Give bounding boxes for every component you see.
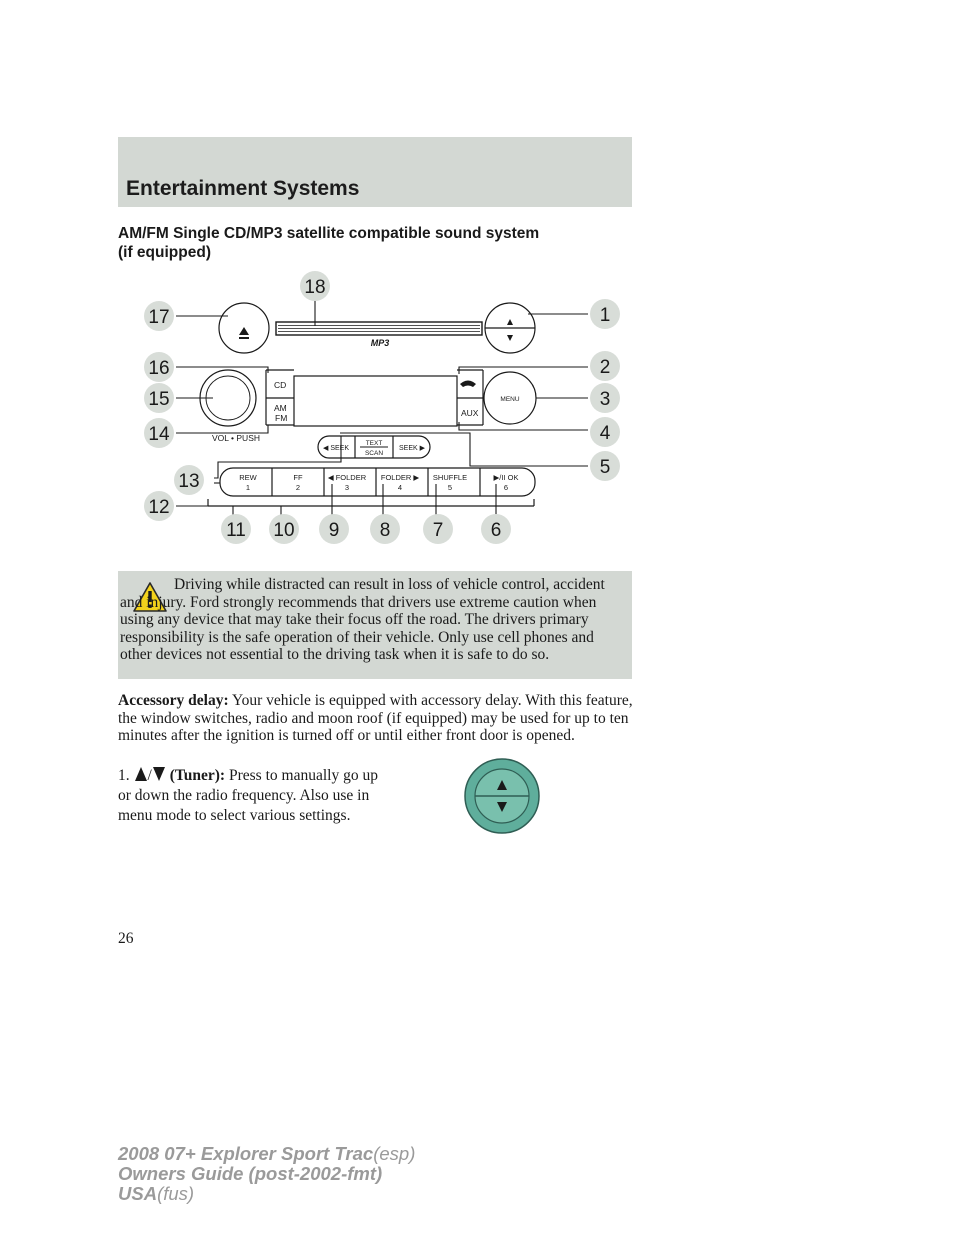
warning-line-1: Driving while distracted can result in loss of vehicle control, bbox=[174, 576, 550, 593]
preset-bar-outline bbox=[220, 468, 535, 496]
fm-label: FM bbox=[275, 413, 288, 423]
mp3-logo: MP3 bbox=[370, 338, 390, 348]
callout-7: 7 bbox=[432, 520, 444, 541]
subheading bbox=[118, 224, 638, 262]
callout-5: 5 bbox=[599, 457, 611, 478]
accessory-delay-lead: Accessory delay: bbox=[118, 692, 229, 709]
warning-line-4: the road. The drivers primary responsibility is the safe operation of bbox=[120, 611, 589, 646]
callout-16: 16 bbox=[148, 358, 170, 379]
tuner-item-slash: / bbox=[147, 767, 152, 784]
accessory-delay-text: Your vehicle is equipped with accessory delay. With this feature, the window switches, radio and moon roof (if equipped) may be used for up to ten minutes after the ignition is turned off or until either front door is opened. bbox=[118, 692, 633, 744]
eject-icon bbox=[239, 327, 249, 335]
preset-4-top: FOLDER ▶ bbox=[380, 473, 420, 482]
page-number: 26 bbox=[118, 930, 134, 947]
tuner-up-arrow-icon bbox=[507, 319, 513, 325]
warning-line-2: accident and injury. Ford strongly recommends that drivers use bbox=[120, 576, 605, 611]
seek-right-label: SEEK ▶ bbox=[398, 445, 426, 452]
warning-text bbox=[120, 576, 628, 664]
footer-line-1 bbox=[118, 1144, 415, 1164]
preset-3-bottom: 3 bbox=[344, 483, 350, 492]
am-label: AM bbox=[274, 403, 287, 413]
callout-17: 17 bbox=[148, 307, 170, 328]
vol-push-label: VOL • PUSH bbox=[212, 433, 261, 443]
tuner-item-text-first: Press to bbox=[228, 767, 278, 784]
callout-3: 3 bbox=[599, 389, 611, 410]
callout-8: 8 bbox=[379, 520, 391, 541]
callout-18: 18 bbox=[304, 277, 326, 298]
callout-6: 6 bbox=[490, 520, 502, 541]
tuner-item-label: (Tuner): bbox=[169, 767, 226, 784]
footer-market: USA bbox=[118, 1183, 158, 1204]
down-arrow-icon bbox=[152, 766, 166, 782]
callout-9: 9 bbox=[328, 520, 340, 541]
tuner-knob-illustration bbox=[462, 756, 542, 836]
phone-icon bbox=[460, 381, 476, 388]
warning-line-6: the driving task when it is safe to do so. bbox=[302, 646, 550, 663]
callout-15: 15 bbox=[148, 389, 170, 410]
preset-6-bottom: 6 bbox=[503, 483, 509, 492]
cd-label: CD bbox=[274, 380, 287, 390]
tuner-item-text-rest: manually go up or down the radio frequency. Also use in menu mode to select various settings. bbox=[118, 767, 378, 824]
subheading-line-2: (if equipped) bbox=[118, 244, 211, 261]
tuner-down-arrow-icon bbox=[507, 335, 513, 341]
seek-left-label: ◀ SEEK bbox=[322, 445, 350, 452]
preset-3-top: ◀ FOLDER bbox=[327, 473, 367, 482]
warning-line-5: their vehicle. Only use cell phones and other devices not essential to bbox=[120, 628, 594, 663]
preset-4-bottom: 4 bbox=[397, 483, 403, 492]
footer-market-code: (fus) bbox=[157, 1183, 195, 1204]
preset-2-bottom: 2 bbox=[295, 483, 301, 492]
scan-label: SCAN bbox=[364, 450, 384, 457]
preset-6-top: ▶/II OK bbox=[493, 473, 519, 482]
footer-line-2: Owners Guide (post-2002-fmt) bbox=[118, 1163, 383, 1184]
warning-line-3: extreme caution when using any device that may take their focus off bbox=[120, 593, 597, 628]
subheading-line-1: AM/FM Single CD/MP3 satellite compatible sound system bbox=[118, 225, 540, 242]
tuner-item bbox=[118, 766, 378, 826]
callout-11: 11 bbox=[226, 520, 246, 541]
up-arrow-icon bbox=[134, 766, 148, 782]
preset-1-top: REW bbox=[239, 473, 257, 482]
callout-13: 13 bbox=[178, 471, 200, 492]
footer-model-code: (esp) bbox=[373, 1143, 416, 1164]
radio-faceplate-diagram bbox=[118, 270, 638, 555]
accessory-delay-paragraph bbox=[118, 692, 638, 745]
callout-4: 4 bbox=[599, 423, 611, 444]
footer-line-3 bbox=[118, 1184, 415, 1204]
callout-14: 14 bbox=[148, 424, 170, 445]
document-footer bbox=[118, 1144, 415, 1204]
text-label: TEXT bbox=[365, 440, 383, 447]
section-title: Entertainment Systems bbox=[126, 177, 360, 200]
preset-5-bottom: 5 bbox=[447, 483, 453, 492]
preset-5-top: SHUFFLE bbox=[432, 473, 468, 482]
footer-model: 2008 07+ Explorer Sport Trac bbox=[118, 1143, 374, 1164]
aux-label: AUX bbox=[461, 408, 479, 418]
callout-10: 10 bbox=[273, 520, 295, 541]
preset-1-bottom: 1 bbox=[245, 483, 251, 492]
callout-12: 12 bbox=[148, 497, 170, 518]
display-window bbox=[294, 376, 457, 426]
tuner-item-number: 1. bbox=[118, 767, 130, 784]
warning-box bbox=[118, 571, 632, 679]
callout-2: 2 bbox=[599, 357, 611, 378]
section-header-band bbox=[118, 137, 632, 207]
menu-label: MENU bbox=[500, 396, 520, 403]
callout-1: 1 bbox=[599, 305, 611, 326]
preset-2-top: FF bbox=[293, 473, 303, 482]
